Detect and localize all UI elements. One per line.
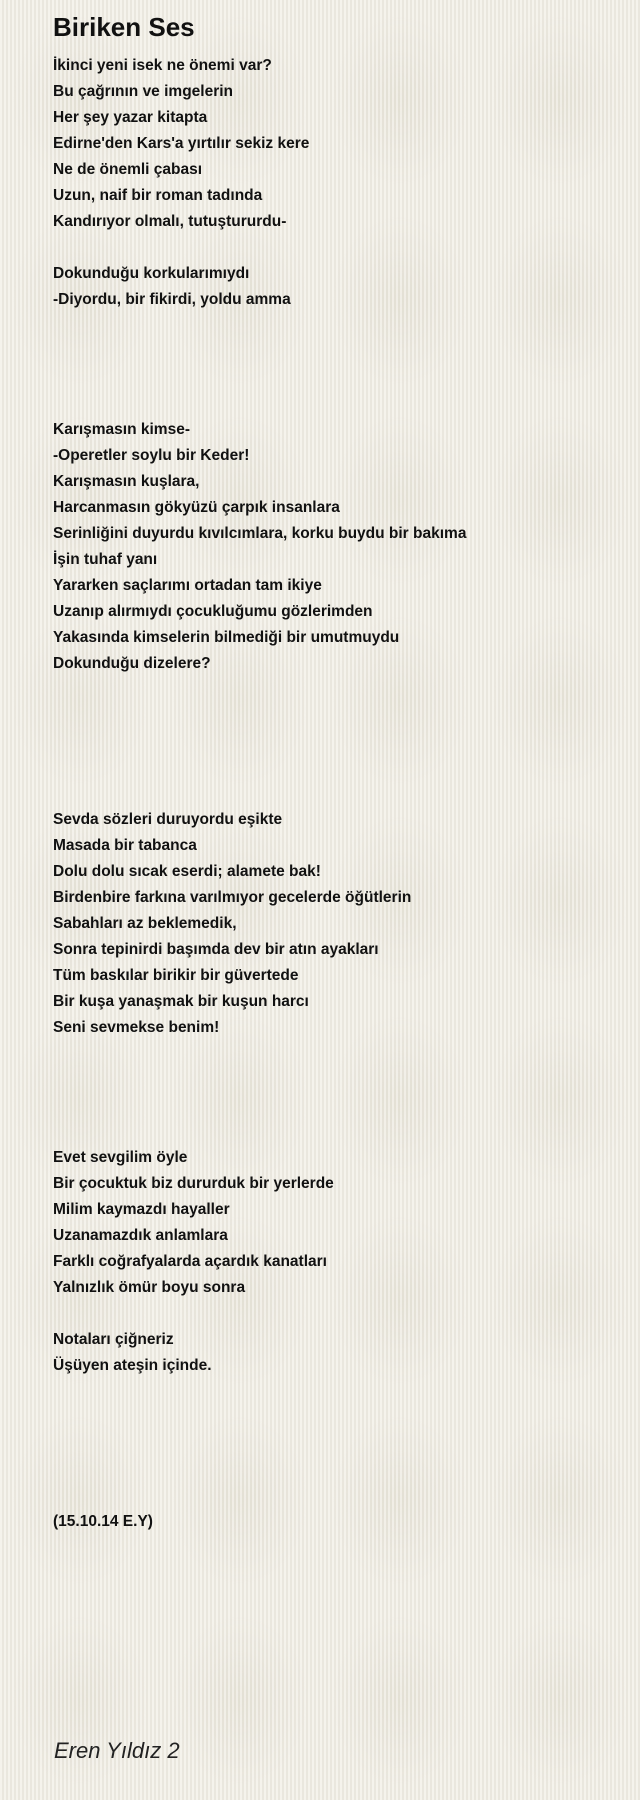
poem-line: Uzanamazdık anlamlara [53, 1227, 228, 1244]
poem-line: -Diyordu, bir fikirdi, yoldu amma [53, 291, 291, 308]
poem-line: Bir çocuktuk biz dururduk bir yerlerde [53, 1175, 334, 1192]
poem-line: Sabahları az beklemedik, [53, 915, 237, 932]
stanza-gap [53, 755, 613, 781]
poem-line: Uzun, naif bir roman tadında [53, 187, 263, 204]
poem-line: Farklı coğrafyalarda açardık kanatları [53, 1253, 327, 1270]
poem-line: Üşüyen ateşin içinde. [53, 1357, 212, 1374]
stanza-gap [53, 1405, 613, 1431]
poem-line: Yalnızlık ömür boyu sonra [53, 1279, 246, 1296]
poem-line: -Operetler soylu bir Keder! [53, 447, 250, 464]
poem-line: Birdenbire farkına varılmıyor gecelerde öğütlerin [53, 889, 412, 906]
poem-line: Yararken saçlarımı ortadan tam ikiye [53, 577, 322, 594]
poem-line: Evet sevgilim öyle [53, 1149, 188, 1166]
poem-title: Biriken Ses [53, 12, 195, 42]
poem-body [53, 53, 613, 1535]
poem-line: Bir kuşa yanaşmak bir kuşun harcı [53, 993, 309, 1010]
poem-line: Harcanmasın gökyüzü çarpık insanlara [53, 499, 340, 516]
poem-line: Edirne'den Kars'a yırtılır sekiz kere [53, 135, 310, 152]
stanza-gap [53, 677, 613, 703]
stanza-gap [53, 365, 613, 391]
stanza-gap [53, 1301, 613, 1327]
poem-line: Bu çağrının ve imgelerin [53, 83, 234, 100]
poem-line: Masada bir tabanca [53, 837, 197, 854]
poem-line: Yakasında kimselerin bilmediği bir umutmuydu [53, 629, 400, 646]
poem-line: Tüm baskılar birikir bir güvertede [53, 967, 299, 984]
poem-line: Kandırıyor olmalı, tutuştururdu- [53, 213, 287, 230]
author-signature: Eren Yıldız 2 [54, 1738, 180, 1763]
stanza-gap [53, 1093, 613, 1119]
stanza-gap [53, 1119, 613, 1145]
stanza-gap [53, 235, 613, 261]
stanza-gap [53, 781, 613, 807]
stanza-gap [53, 391, 613, 417]
stanza-gap [53, 339, 613, 365]
stanza-gap [53, 1483, 613, 1509]
poem-container [53, 10, 613, 1535]
stanza-gap [53, 313, 613, 339]
poem-line: Sonra tepinirdi başımda dev bir atın ayakları [53, 941, 379, 958]
poem-line: Uzanıp alırmıydı çocukluğumu gözlerimden [53, 603, 373, 620]
poem-line: Karışmasın kimse- [53, 421, 190, 438]
poem-line: Dokunduğu dizelere? [53, 655, 211, 672]
poem-line: İşin tuhaf yanı [53, 551, 158, 568]
stanza-gap [53, 703, 613, 729]
poem-line: Dokunduğu korkularımıydı [53, 265, 250, 282]
poem-line: Sevda sözleri duruyordu eşikte [53, 811, 283, 828]
poem-line: Dolu dolu sıcak eserdi; alamete bak! [53, 863, 321, 880]
stanza-gap [53, 1379, 613, 1405]
poem-line: Milim kaymazdı hayaller [53, 1201, 230, 1218]
poem-line: İkinci yeni isek ne önemi var? [53, 57, 272, 74]
poem-line: Serinliğini duyurdu kıvılcımlara, korku buydu bir bakıma [53, 525, 467, 542]
poem-line: Notaları çiğneriz [53, 1331, 174, 1348]
poem-line: Her şey yazar kitapta [53, 109, 208, 126]
stanza-gap [53, 1067, 613, 1093]
stanza-gap [53, 729, 613, 755]
stanza-gap [53, 1041, 613, 1067]
poem-line: Seni sevmekse benim! [53, 1019, 220, 1036]
stanza-gap [53, 1457, 613, 1483]
poem-line: Ne de önemli çabası [53, 161, 203, 178]
poem-line: Karışmasın kuşlara, [53, 473, 200, 490]
stanza-gap [53, 1431, 613, 1457]
poem-line: (15.10.14 E.Y) [53, 1513, 153, 1530]
